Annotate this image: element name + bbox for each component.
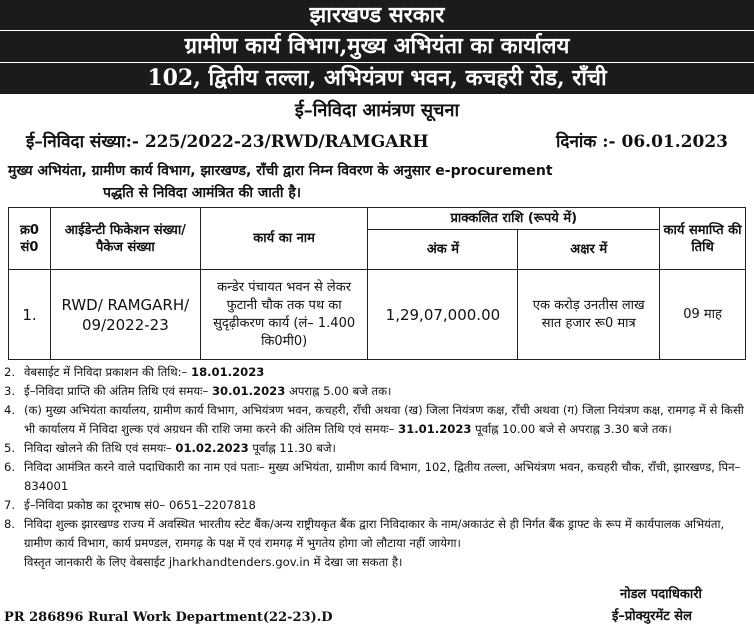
- more-info-text: विस्तृत जानकारी के लिए वेबसाईट jharkhandtenders.gov.in में देखा जा सकता है।: [24, 555, 403, 569]
- note-number: 2.: [4, 365, 16, 379]
- note-pre: ई–निविदा प्रकोष्ठ का दूरभाष सं0– 0651–2207818: [24, 498, 256, 512]
- note-pre: (क) मुख्य अभियंता कार्यालय, ग्रामीण कार्य विभाग, अभियंत्रण भवन, कचहरी, राँची अथवा (ख) जिला नियंत्रण कक्ष, राँची अथवा (ग) जिला नियंत्रण कक्ष, रामगढ़ में से किसी भी कार्यालय में निविदा शुल्क एवं अग्रधन की राशि जमा करने की अंतिम तिथि एवं समयः–: [24, 403, 744, 436]
- note-pre: निविदा आमंत्रित करने वाले पदाधिकारी का नाम एवं पताः– मुख्य अभियंता, ग्रामीण कार्य विभाग, 102, द्वितीय तल्ला, अभियंत्रण भवन, कचहरी चौक, राँची, झारखण्ड, पिन– 834001: [24, 460, 741, 493]
- note-text: [24, 363, 750, 382]
- header-work: कार्य का नाम: [200, 208, 368, 270]
- intro-line-1: मुख्य अभियंता, ग्रामीण कार्य विभाग, झारखण्ड, राँची द्वारा निम्न विवरण के अनुसार e-procurement: [8, 163, 553, 179]
- intro-line-2: पद्धति से निविदा आमंत्रित की जाती है।: [103, 185, 302, 201]
- table-row: [9, 270, 746, 360]
- tender-number: ई–निविदा संख्या:- 225/2022-23/RWD/RAMGARH: [26, 132, 429, 152]
- list-item: [4, 401, 750, 439]
- note-text: [24, 515, 750, 553]
- cell-id: RWD/ RAMGARH/ 09/2022-23: [50, 270, 200, 360]
- note-bold: 30.01.2023: [211, 384, 286, 398]
- header-department: ग्रामीण कार्य विभाग,मुख्य अभियंता का कार्यालय: [0, 31, 754, 62]
- note-text: [24, 458, 750, 496]
- header-sno: क्र0 सं0: [9, 208, 51, 270]
- header-address: 102, द्वितीय तल्ला, अभियंत्रण भवन, कचहरी रोड, राँची: [0, 63, 754, 94]
- list-item: [4, 458, 750, 496]
- more-info: [4, 553, 750, 572]
- note-pre: वेबसाईट में निविदा प्रकाशन की तिथि:–: [24, 365, 191, 379]
- cell-completion: 09 माह: [660, 270, 746, 360]
- tender-table: [8, 207, 746, 360]
- note-bold: 18.01.2023: [191, 365, 265, 379]
- cell-sno: 1.: [9, 270, 51, 360]
- note-number: 4.: [4, 403, 16, 417]
- note-text: [24, 401, 750, 439]
- note-pre: ई–निविदा प्राप्ति की अंतिम तिथि एवं समयः–: [24, 384, 212, 398]
- header-estimate: प्राक्कलित राशि (रूपये में): [368, 208, 660, 230]
- list-item: [4, 439, 750, 458]
- note-number: 3.: [4, 384, 16, 398]
- list-item: [4, 496, 750, 515]
- cell-amount-digits: 1,29,07,000.00: [368, 270, 518, 360]
- tender-info: [0, 123, 754, 155]
- note-text: [24, 439, 750, 458]
- note-post: अपराह्न 5.00 बजे तक।: [285, 384, 392, 398]
- note-number: 8.: [4, 517, 16, 531]
- list-item: [4, 363, 750, 382]
- note-pre: निविदा शुल्क झारखण्ड राज्य में अवस्थित भारतीय स्टेट बैंक/अन्य राष्ट्रीयकृत बैंक द्वारा निविदाकार के नाम/अकाउंट से ही निर्गत बैंक ड्राफ्ट के रूप में कार्यपालक अभियंता, ग्रामीण कार्य विभाग, कार्य प्रमण्डल, रामगढ़ के पक्ष में एवं रामगढ़ में भुगतेय होगा जो लौटाया नहीं जायेगा।: [24, 517, 725, 550]
- header-in-digits: अंक में: [368, 230, 518, 270]
- header-government: झारखण्ड सरकार: [0, 0, 754, 30]
- cell-work: कन्डेर पंचायत भवन से लेकर फुटानी चौक तक पथ का सुदृढ़ीकरण कार्य (लं– 1.400 कि0मी0): [200, 270, 368, 360]
- list-item: [4, 382, 750, 401]
- note-bold: 31.01.2023: [398, 422, 472, 436]
- notes-list: [4, 363, 750, 572]
- note-text: [24, 382, 750, 401]
- note-post: पूर्वाह्न 11.30 बजे।: [248, 441, 336, 455]
- signatory-title: नोडल पदाधिकारी: [620, 587, 702, 602]
- note-bold: 01.02.2023: [175, 441, 249, 455]
- note-text: [24, 496, 750, 515]
- pr-number: PR 286896 Rural Work Department(22-23).D: [4, 610, 333, 625]
- cell-amount-words: एक करोड़ उनतीस लाख सात हजार रू0 मात्र: [518, 270, 660, 360]
- note-number: 5.: [4, 441, 16, 455]
- notice-title: ई–निविदा आमंत्रण सूचना: [294, 100, 460, 121]
- intro-paragraph: [8, 160, 746, 204]
- header-id: आईडेन्टी फिकेशन संख्या/पैकेज संख्या: [50, 208, 200, 270]
- note-number: 7.: [4, 498, 16, 512]
- note-pre: निविदा खोलने की तिथि एवं समयः–: [24, 441, 176, 455]
- tender-date: दिनांक :- 06.01.2023: [556, 132, 728, 152]
- header-completion: कार्य समाप्ति की तिथि: [660, 208, 746, 270]
- note-number: 6.: [4, 460, 16, 474]
- signatory-cell: ई–प्रोक्युरमेंट सेल: [612, 609, 692, 624]
- list-item: [4, 515, 750, 553]
- header-in-words: अक्षर में: [518, 230, 660, 270]
- note-post: पूर्वाह्न 10.00 बजे से अपराह्न 3.30 बजे तक।: [471, 422, 672, 436]
